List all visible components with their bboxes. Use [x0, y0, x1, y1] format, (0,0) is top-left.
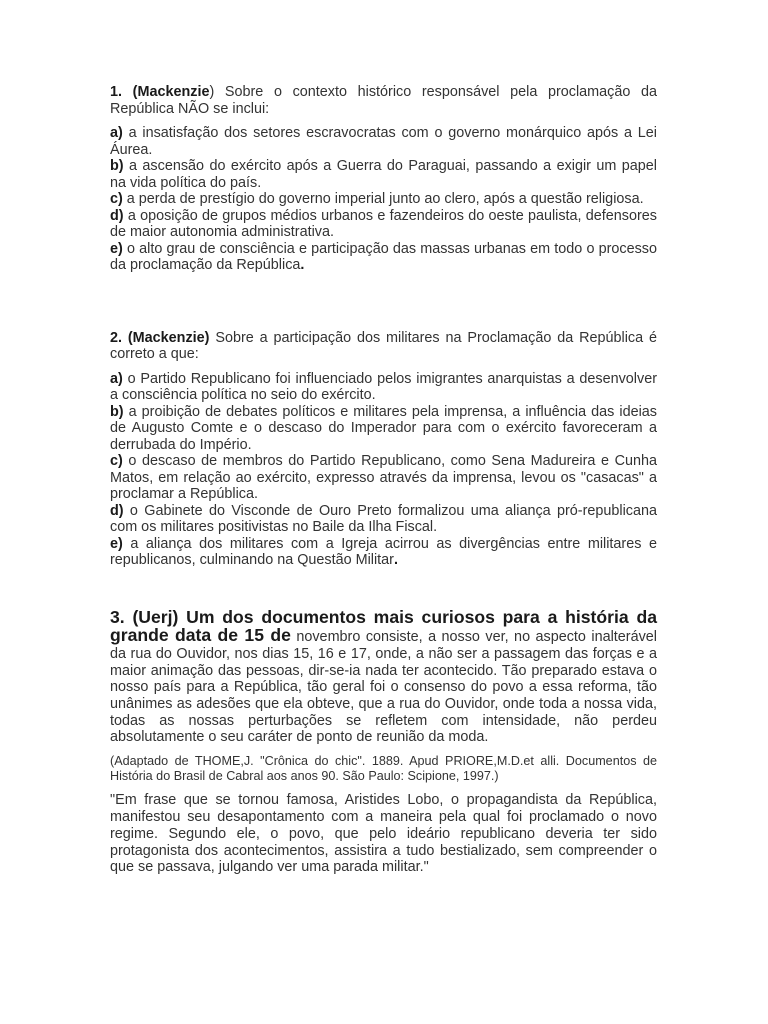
option-text: o Partido Republicano foi influenciado pelos imigrantes anarquistas a desenvolver a consciência política no seio do exército.: [110, 370, 657, 403]
question-3-text-paragraph: [110, 606, 657, 747]
option-text: a insatisfação dos setores escravocratas com o governo monárquico após a Lei Áurea.: [110, 125, 657, 158]
question-3-body: novembro consiste, a nosso ver, no aspecto inalterável da rua do Ouvidor, nos dias 15, 16 e 17, onde, a não ser a passagem das forças e a maior animação das pessoas, dir-se-ia nada ter acontecido. Tão preparado estava o nosso país para a República, tão geral foi o consenso do povo a essa reforma, tão unânimes as adesões que ela obteve, que a rua do Ouvidor, onde toda a nossa vida, todas as nossas perturbações se refletem com intensidade, não perdeu absolutamente o seu caráter de ponto de reunião da moda.: [110, 629, 657, 746]
question-2-option-a: [110, 371, 657, 404]
option-text: a proibição de debates políticos e militares pela imprensa, a influência das ideias de Augusto Comte e o descaso do Imperador para com o exército favoreceram a derrubada do Império.: [110, 403, 657, 453]
question-3-quote: "Em frase que se tornou famosa, Aristides Lobo, o propagandista da República, manifestou seu desapontamento com a maneira pela qual foi proclamado o novo regime. Segundo ele, o povo, que pelo ideário republicano deveria ter sido protagonista dos acontecimentos, assistira a tudo bestializado, sem compreender o que se passava, julgando ver uma parada militar.": [110, 792, 657, 876]
option-letter: e): [110, 535, 123, 552]
question-2-option-d: [110, 503, 657, 536]
question-2-source: (Mackenzie): [127, 329, 210, 346]
option-text: o descaso de membros do Partido Republicano, como Sena Madureira e Cunha Matos, em relação ao exército, expresso através da imprensa, levou os "casacas" a proclamar a República.: [110, 453, 657, 502]
question-3-citation: (Adaptado de THOME,J. "Crônica do chic". 1889. Apud PRIORE,M.D.et alli. Documentos de História do Brasil de Cabral aos anos 90. São Paulo: Scipione, 1997.): [110, 754, 657, 784]
question-2: [110, 330, 657, 569]
question-1: [110, 84, 657, 274]
question-1-option-a: [110, 125, 657, 158]
option-letter: b): [110, 158, 124, 174]
option-letter: d): [110, 502, 124, 519]
question-1-option-e: [110, 241, 657, 274]
question-2-options: [110, 371, 657, 569]
option-letter: b): [110, 403, 124, 420]
question-1-option-c: [110, 191, 657, 208]
question-2-stem: Sobre a participação dos militares na Proclamação da República é correto a que:: [110, 329, 657, 362]
option-text: o alto grau de consciência e participação das massas urbanas em todo o processo da proclamação da República: [110, 240, 657, 273]
question-1-source: (Mackenzie: [132, 84, 210, 100]
question-1-stem: Sobre o contexto histórico responsável pela proclamação da República NÃO se inclui:: [110, 84, 658, 117]
option-letter: c): [110, 191, 123, 207]
question-1-options: [110, 125, 657, 274]
question-2-number: 2.: [110, 329, 123, 346]
option-text: a perda de prestígio do governo imperial junto ao clero, após a questão religiosa.: [122, 191, 644, 207]
option-text: o Gabinete do Visconde de Ouro Preto formalizou uma aliança pró-republicana com os militares positivistas no Baile da Ilha Fiscal.: [110, 502, 657, 535]
question-1-option-d: [110, 208, 657, 241]
question-1-number: 1.: [110, 84, 123, 100]
question-1-stem-paragraph: [110, 84, 657, 117]
option-letter: a): [110, 370, 123, 387]
question-2-option-b: [110, 404, 657, 454]
option-end-period: .: [393, 552, 398, 568]
option-text: a aliança dos militares com a Igreja acirrou as divergências entre militares e republicanos, culminando na Questão Militar: [110, 535, 657, 568]
option-letter: c): [110, 453, 123, 469]
question-1-option-b: [110, 158, 657, 191]
option-text: a ascensão do exército após a Guerra do Paraguai, passando a exigir um papel na vida política do país.: [110, 158, 657, 191]
option-letter: a): [110, 125, 123, 141]
option-end-period: .: [300, 257, 305, 273]
question-2-stem-paragraph: [110, 330, 657, 363]
question-2-option-e: [110, 536, 657, 569]
question-3: [110, 606, 657, 877]
option-letter: d): [110, 207, 124, 224]
document-page: [110, 84, 657, 876]
question-1-paren: ): [209, 84, 215, 100]
option-letter: e): [110, 240, 123, 257]
question-2-option-c: [110, 453, 657, 503]
option-text: a oposição de grupos médios urbanos e fazendeiros do oeste paulista, defensores de maior autonomia administrativa.: [110, 207, 657, 240]
question-3-heading: 3. (Uerj) Um dos documentos mais curiosos para a história da grande data de 15 de: [110, 606, 657, 646]
